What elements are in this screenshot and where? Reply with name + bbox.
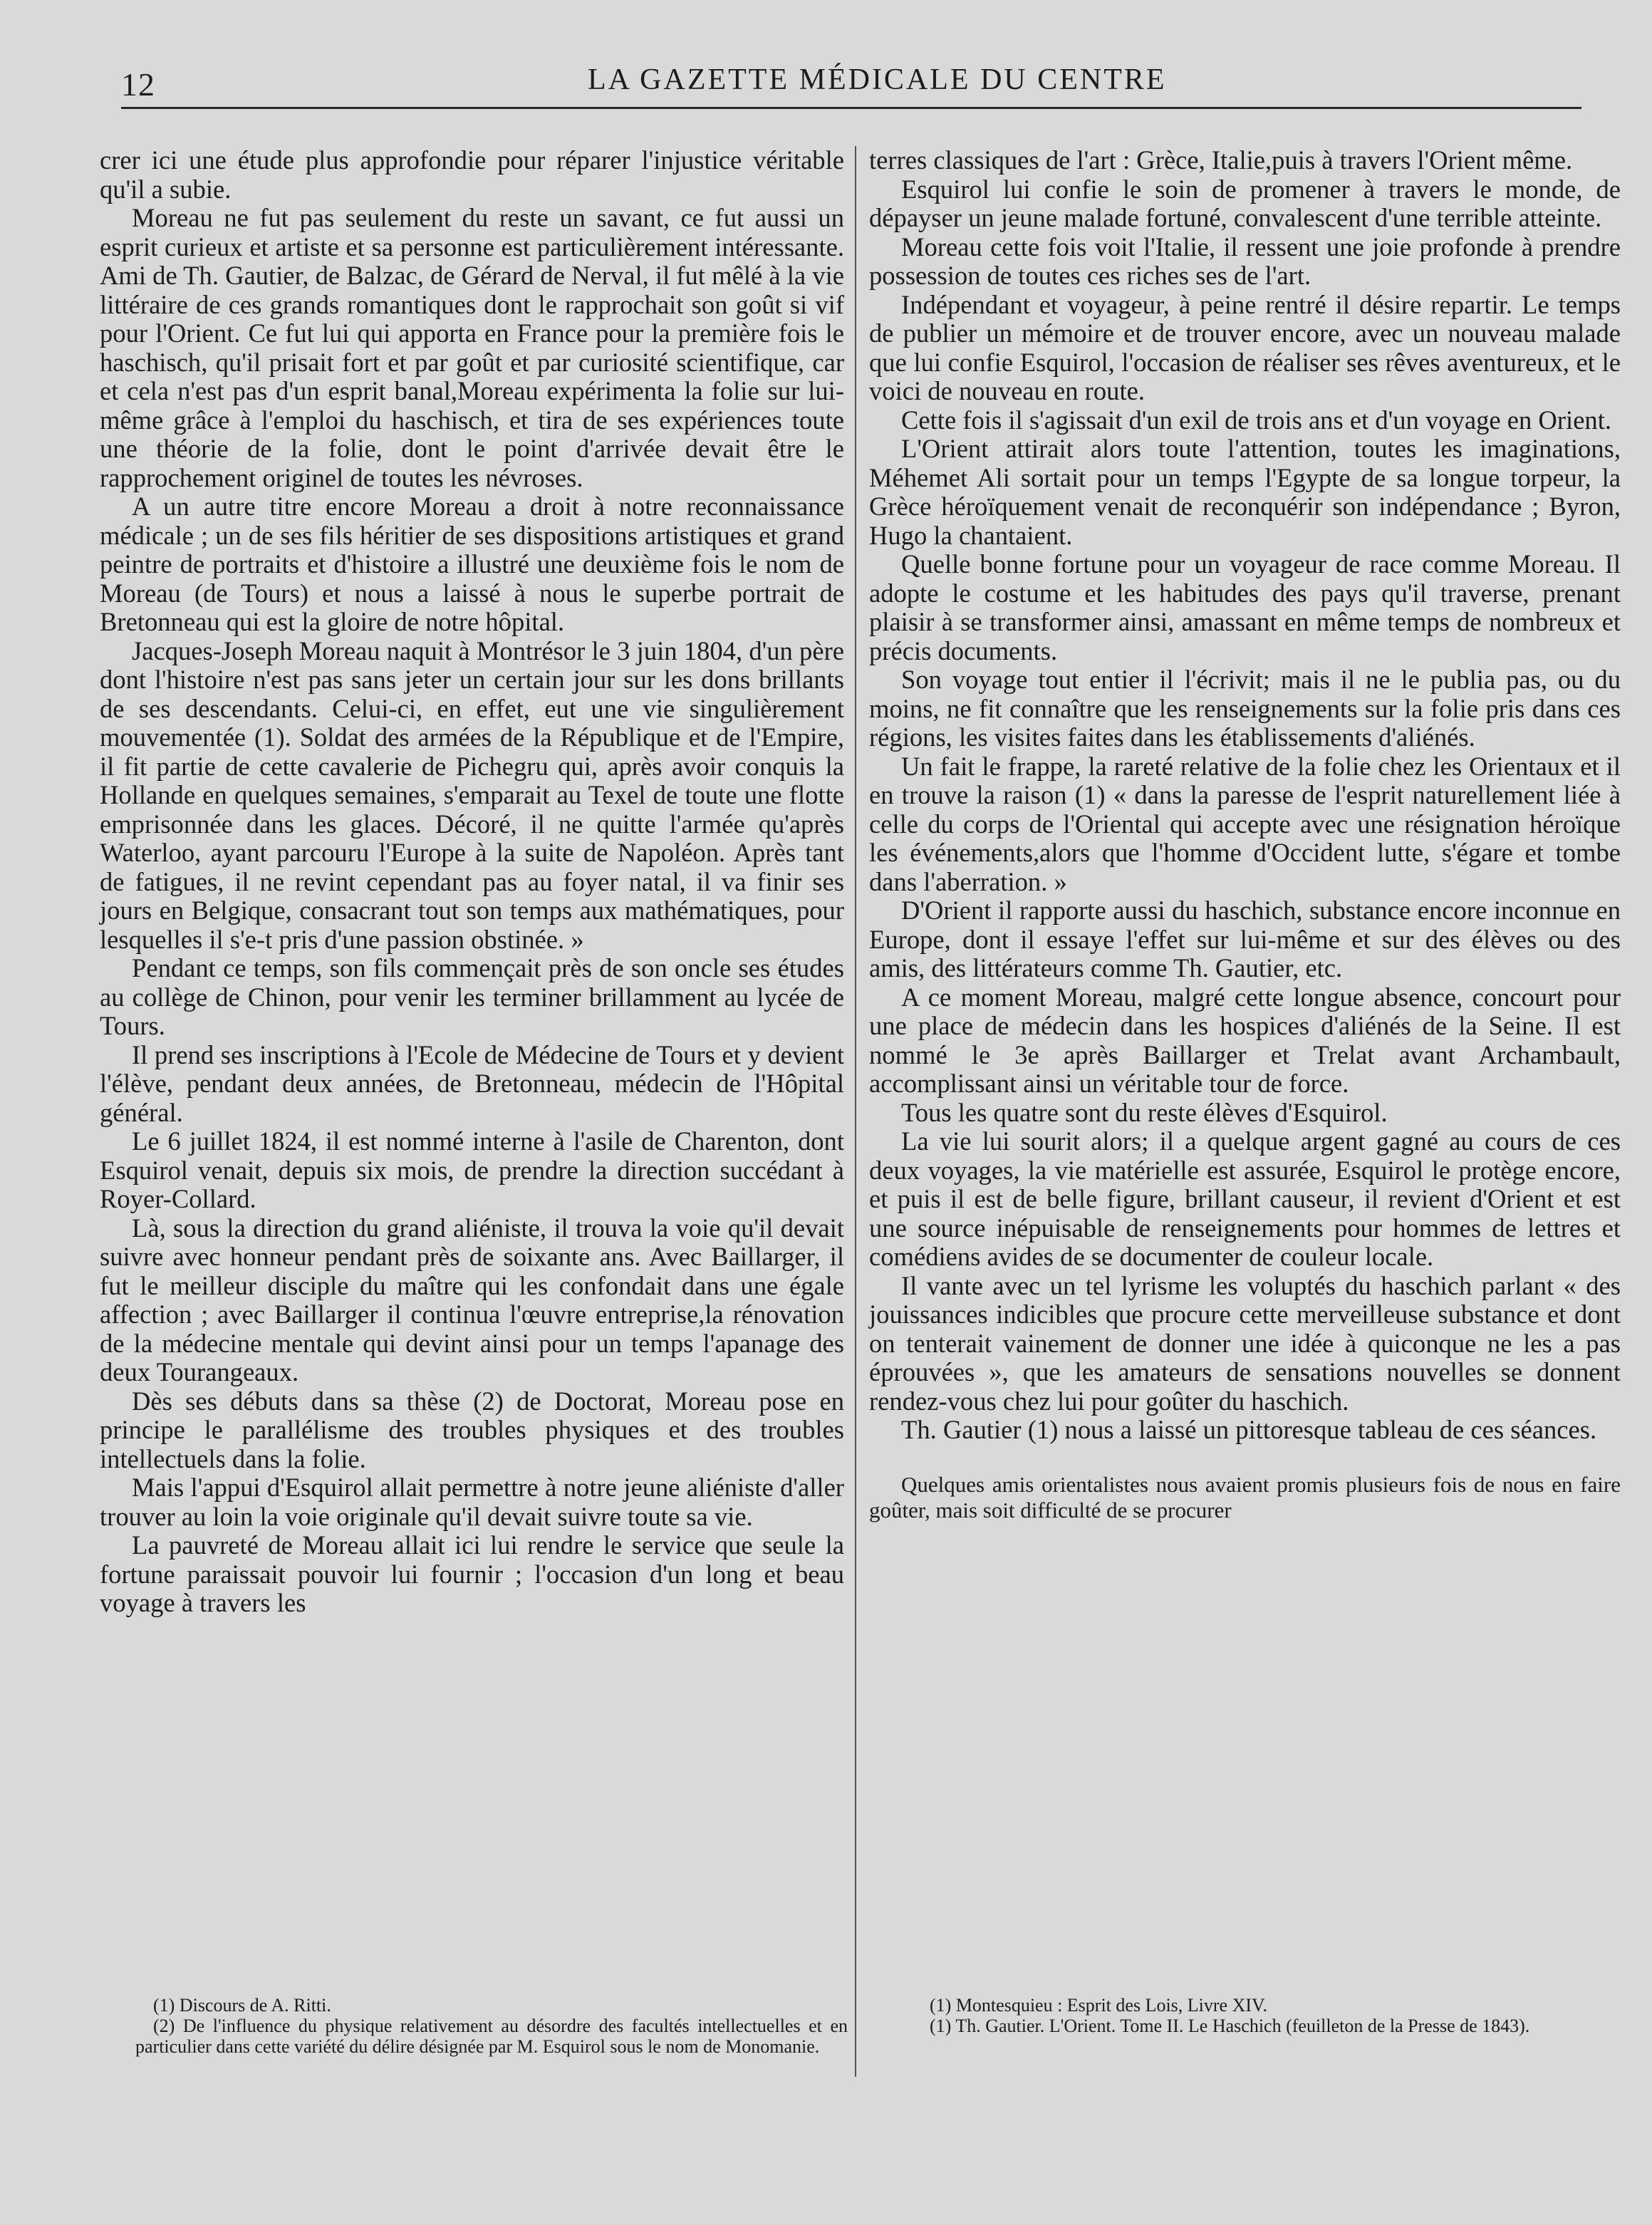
paragraph: Jacques-Joseph Moreau naquit à Montrésor le 3 juin 1804, d'un père dont l'histoire n'est pas sans jeter un certain jour sur les dons brillants de ses descendants. Celui-ci, en effet, eut une vie singulièrement mouvementée (1). Soldat des armées de la République et de l'Empire, il fit partie de cette cavalerie de Pichegru qui, après avoir conquis la Hollande en quelques semaines, s'emparait au Texel de toute une flotte emprisonnée dans les glaces. Décoré, il ne quitte l'armée qu'après Waterloo, ayant parcouru l'Europe à la suite de Napoléon. Après tant de fatigues, il ne revint cependant pas au foyer natal, il va finir ses jours en Belgique, consacrant tout son temps aux mathématiques, pour lesquelles il s'e-t pris d'une passion obstinée. » bbox=[100, 636, 844, 954]
paragraph: Cette fois il s'agissait d'un exil de trois ans et d'un voyage en Orient. bbox=[901, 405, 1612, 435]
paragraph: Son voyage tout entier il l'écrivit; mais il ne le publia pas, ou du moins, ne fit connaître que les renseignements sur la folie pris dans ces régions, les visites faites dans les établissements d'aliénés. bbox=[869, 665, 1621, 752]
page-number: 12 bbox=[121, 66, 155, 103]
paragraph: Pendant ce temps, son fils commençait près de son oncle ses études au collège de Chinon, pour venir les terminer brillamment au lycée de Tours. bbox=[100, 953, 844, 1040]
paragraph: Un fait le frappe, la rareté relative de la folie chez les Orientaux et il en trouve la raison (1) « dans la paresse de l'esprit naturellement liée à celle du corps de l'Oriental qui accepte avec une résignation héroïque les événements,alors que l'homme d'Occident lutte, s'égare et tombe dans l'aberration. » bbox=[869, 751, 1621, 896]
paragraph: Dès ses débuts dans sa thèse (2) de Doctorat, Moreau pose en principe le parallélisme des troubles physiques et des troubles intellectuels dans la folie. bbox=[100, 1386, 844, 1473]
paragraph: Mais l'appui d'Esquirol allait permettre à notre jeune aliéniste d'aller trouver au loin la voie originale qu'il devait suivre toute sa vie. bbox=[100, 1473, 844, 1531]
paragraph: D'Orient il rapporte aussi du haschich, substance encore inconnue en Europe, dont il essaye l'effet sur lui-même et sur des élèves ou des amis, des littérateurs comme Th. Gautier, etc. bbox=[869, 896, 1621, 982]
footnotes-left bbox=[135, 1995, 848, 2057]
paragraph: Le 6 juillet 1824, il est nommé interne à l'asile de Charenton, dont Esquirol venait, depuis six mois, de prendre la direction succédant à Royer-Collard. bbox=[100, 1126, 844, 1213]
footnote: (1) Montesquieu : Esprit des Lois, Livre XIV. bbox=[930, 1995, 1267, 2016]
left-column bbox=[100, 146, 844, 1618]
paragraph: Tous les quatre sont du reste élèves d'Esquirol. bbox=[901, 1097, 1388, 1127]
paragraph: terres classiques de l'art : Grèce, Italie,puis à travers l'Orient même. bbox=[869, 145, 1573, 175]
block-quote: Quelques amis orientalistes nous avaient promis plusieurs fois de nous en faire goûter, mais soit difficulté de se procurer bbox=[869, 1471, 1621, 1523]
paragraph: Moreau ne fut pas seulement du reste un savant, ce fut aussi un esprit curieux et artiste et sa personne est particulièrement intéressante. Ami de Th. Gautier, de Balzac, de Gérard de Nerval, il fut mêlé à la vie littéraire de ces grands romantiques dont le rapprochait son goût si vif pour l'Orient. Ce fut lui qui apporta en France pour la première fois le haschisch, qu'il prisait fort et par goût et par curiosité scientifique, car et cela n'est pas d'un esprit banal,Moreau expérimenta la folie sur lui-même grâce à l'emploi du haschisch, et tira de ses expériences toute une théorie de la folie, dont le point d'arrivée devait être le rapprochement originel de toutes les névroses. bbox=[100, 203, 844, 492]
page-header bbox=[121, 63, 1581, 113]
paragraph: Moreau cette fois voit l'Italie, il ressent une joie profonde à prendre possession de toutes ces riches ses de l'art. bbox=[869, 232, 1621, 290]
header-rule bbox=[121, 107, 1581, 109]
paragraph: Là, sous la direction du grand aliéniste, il trouva la voie qu'il devait suivre avec honneur pendant près de soixante ans. Avec Baillarger, il fut le meilleur disciple du maître qui les confondait dans une égale affection ; avec Baillarger il continua l'œuvre entreprise,la rénovation de la médecine mentale qui devint ainsi pour un temps l'apanage des deux Tourangeaux. bbox=[100, 1213, 844, 1386]
journal-title: LA GAZETTE MÉDICALE DU CENTRE bbox=[588, 63, 1167, 96]
paragraph: La pauvreté de Moreau allait ici lui rendre le service que seule la fortune paraissait pouvoir lui fournir ; l'occasion d'un long et beau voyage à travers les bbox=[100, 1530, 844, 1617]
footnote: (1) Th. Gautier. L'Orient. Tome II. Le Haschich (feuilleton de la Presse de 1843). bbox=[930, 2016, 1530, 2036]
paragraph: A ce moment Moreau, malgré cette longue absence, concourt pour une place de médecin dans les hospices d'aliénés de la Seine. Il est nommé le 3e après Baillarger et Trelat avant Archambault, accomplissant ainsi un véritable tour de force. bbox=[869, 982, 1621, 1098]
paragraph: A un autre titre encore Moreau a droit à notre reconnaissance médicale ; un de ses fils héritier de ses dispositions artistiques et grand peintre de portraits et d'histoire a illustré une deuxième fois le nom de Moreau (de Tours) et nous a laissé à nous le superbe portrait de Bretonneau qui est la gloire de notre hôpital. bbox=[100, 492, 844, 636]
paragraph: crer ici une étude plus approfondie pour réparer l'injustice véritable qu'il a subie. bbox=[100, 145, 844, 204]
paragraph: La vie lui sourit alors; il a quelque argent gagné au cours de ces deux voyages, la vie matérielle est assurée, Esquirol le protège encore, et puis il est de belle figure, brillant causeur, il revient d'Orient et est une source inépuisable de renseignements pour hommes de lettres et comédiens avides de se documenter de couleur locale. bbox=[869, 1126, 1621, 1271]
paragraph: Esquirol lui confie le soin de promener à travers le monde, de dépayser un jeune malade fortuné, convalescent d'une terrible atteinte. bbox=[869, 174, 1621, 232]
footnotes-right bbox=[912, 1995, 1624, 2036]
paragraph: Indépendant et voyageur, à peine rentré il désire repartir. Le temps de publier un mémoire et de trouver encore, avec un nouveau malade que lui confie Esquirol, l'occasion de réaliser ses rêves aventureux, et le voici de nouveau en route. bbox=[869, 289, 1621, 405]
paragraph: Il prend ses inscriptions à l'Ecole de Médecine de Tours et y devient l'élève, pendant deux années, de Bretonneau, médecin de l'Hôpital général. bbox=[100, 1039, 844, 1127]
paragraph: Quelle bonne fortune pour un voyageur de race comme Moreau. Il adopte le costume et les habitudes des pays qu'il traverse, prenant plaisir à se transformer ainsi, amassant en même temps de nombreux et précis documents. bbox=[869, 549, 1621, 665]
footnote: (1) Discours de A. Ritti. bbox=[153, 1995, 331, 2016]
paragraph: Il vante avec un tel lyrisme les voluptés du haschich parlant « des jouissances indicibles que procure cette merveilleuse substance et dont on tenterait vainement de donner une idée à quiconque ne les a pas éprouvées », que les amateurs de sensations nouvelles se donnent rendez-vous chez lui pour goûter du haschich. bbox=[869, 1270, 1621, 1416]
column-divider bbox=[855, 146, 856, 2077]
paragraph: L'Orient attirait alors toute l'attention, toutes les imaginations, Méhemet Ali sortait pour un temps l'Egypte de sa longue torpeur, la Grèce héroïquement venait de reconquérir son indépendance ; Byron, Hugo la chantaient. bbox=[869, 434, 1621, 550]
right-column bbox=[869, 146, 1621, 1523]
paragraph: Th. Gautier (1) nous a laissé un pittoresque tableau de ces séances. bbox=[901, 1415, 1597, 1444]
footnote: (2) De l'influence du physique relativement au désordre des facultés intellectuelles et en particulier dans cette variété du délire désignée par M. Esquirol sous le nom de Monomanie. bbox=[135, 2016, 848, 2057]
